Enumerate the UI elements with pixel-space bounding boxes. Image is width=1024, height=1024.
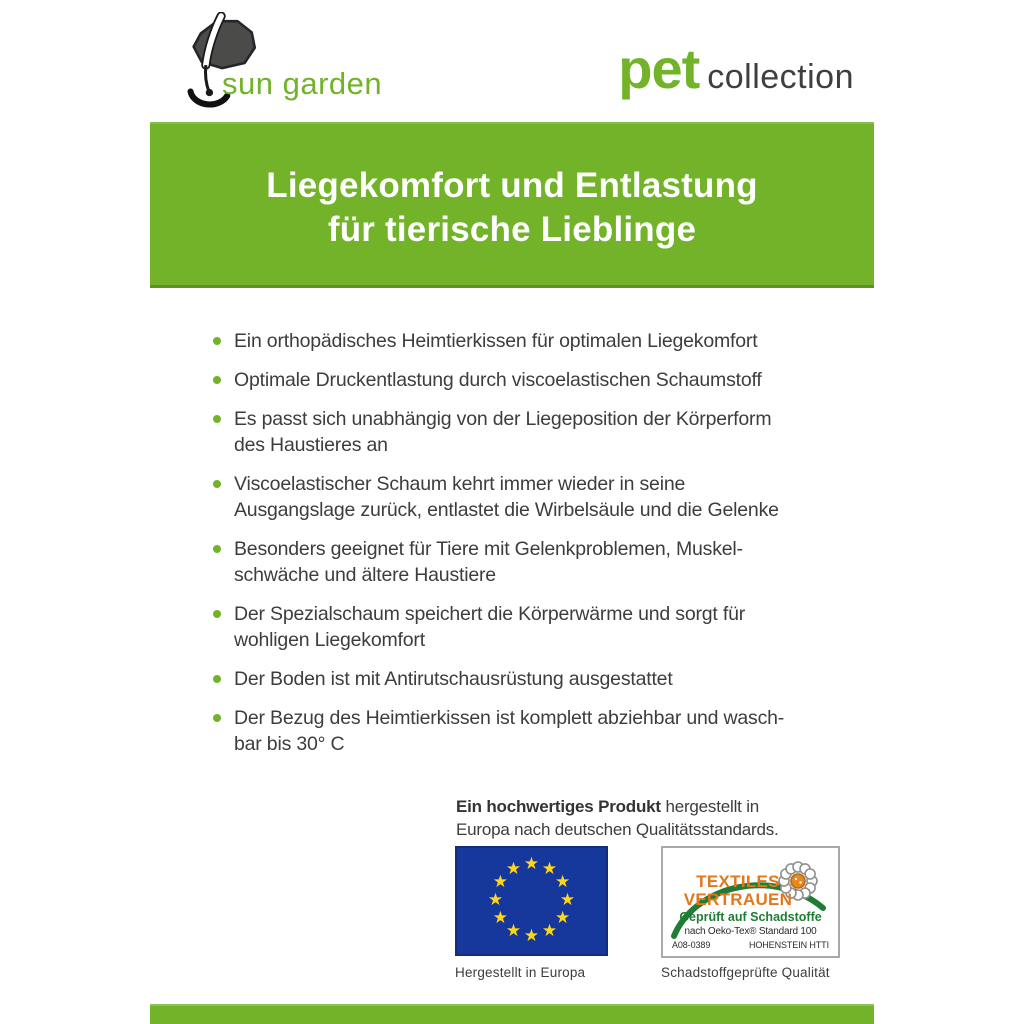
pet-collection-logo bbox=[618, 36, 854, 101]
eu-star-icon: ★ bbox=[505, 920, 522, 940]
list-item bbox=[212, 666, 860, 692]
bullet-icon bbox=[213, 610, 221, 618]
list-item bbox=[212, 328, 860, 354]
quality-statement bbox=[456, 795, 779, 841]
oeko-tex-label bbox=[661, 846, 840, 958]
list-item bbox=[212, 471, 860, 523]
bottom-green-bar bbox=[150, 1004, 874, 1024]
oeko-tex-cert-number: A08-0389 bbox=[672, 940, 711, 950]
feature-list bbox=[212, 328, 860, 770]
bullet-icon bbox=[213, 480, 221, 488]
list-item-text: Viscoelastischer Schaum kehrt immer wieder in seine Ausgangslage zurück, entlastet die Wirbelsäule und die Gelenke bbox=[234, 473, 779, 521]
oeko-tex-title-line1: TEXTILES bbox=[696, 872, 780, 891]
eu-star-icon: ★ bbox=[555, 871, 571, 891]
eu-star-icon: ★ bbox=[505, 858, 522, 878]
brand-name: sun garden bbox=[222, 66, 383, 101]
oeko-caption: Schadstoffgeprüfte Qualität bbox=[661, 965, 830, 980]
list-item bbox=[212, 705, 860, 757]
list-item bbox=[212, 536, 860, 588]
list-item bbox=[212, 367, 860, 393]
eu-star-icon: ★ bbox=[492, 907, 508, 927]
list-item-text: Besonders geeignet für Tiere mit Gelenkproblemen, Muskel- schwäche und ältere Haustiere bbox=[234, 538, 743, 586]
list-item-text: Ein orthopädisches Heimtierkissen für optimalen Liegekomfort bbox=[234, 330, 758, 352]
bullet-icon bbox=[213, 376, 221, 384]
eu-star-icon: ★ bbox=[523, 853, 540, 873]
eu-star-icon: ★ bbox=[541, 858, 558, 878]
pet-wordmark: pet bbox=[618, 37, 700, 100]
eu-star-icon: ★ bbox=[523, 925, 540, 945]
eu-star-icon: ★ bbox=[555, 907, 571, 927]
bullet-icon bbox=[213, 675, 221, 683]
bullet-icon bbox=[213, 714, 221, 722]
list-item-text: Der Spezialschaum speichert die Körperwärme und sorgt für wohligen Liegekomfort bbox=[234, 603, 746, 651]
quality-statement-rest: hergestellt in bbox=[665, 797, 760, 816]
eu-flag-caption: Hergestellt in Europa bbox=[455, 965, 586, 980]
oeko-tex-institute: HOHENSTEIN HTTI bbox=[748, 940, 829, 950]
headline-banner bbox=[150, 122, 874, 288]
eu-star-icon: ★ bbox=[559, 889, 576, 909]
list-item-text: Es passt sich unabhängig von der Liegeposition der Körperform des Haustieres an bbox=[234, 408, 772, 456]
list-item bbox=[212, 406, 860, 458]
eu-star-icon: ★ bbox=[492, 871, 508, 891]
collection-wordmark: collection bbox=[707, 58, 854, 96]
bullet-icon bbox=[213, 545, 221, 553]
list-item-text: Der Boden ist mit Antirutschausrüstung ausgestattet bbox=[234, 668, 673, 690]
list-item-text: Optimale Druckentlastung durch viscoelastischen Schaumstoff bbox=[234, 369, 762, 391]
quality-statement-bold: Ein hochwertiges Produkt bbox=[456, 797, 661, 816]
bullet-icon bbox=[213, 415, 221, 423]
eu-star-icon: ★ bbox=[487, 889, 504, 909]
oeko-tex-cert-row bbox=[672, 940, 829, 950]
list-item bbox=[212, 601, 860, 653]
eu-star-icon: ★ bbox=[541, 920, 558, 940]
oeko-tex-standard: nach Oeko-Tex® Standard 100 bbox=[684, 926, 817, 937]
oeko-tex-title bbox=[663, 873, 813, 909]
bullet-icon bbox=[213, 337, 221, 345]
oeko-tex-title-line2: VERTRAUEN bbox=[683, 890, 793, 909]
headline-line1: Liegekomfort und Entlastung bbox=[266, 166, 758, 205]
headline-line2: für tierische Lieblinge bbox=[327, 210, 697, 249]
list-item-text: Der Bezug des Heimtierkissen ist komplett abziehbar und wasch- bar bis 30° C bbox=[234, 707, 785, 755]
oeko-tex-subtitle: Geprüft auf Schadstoffe bbox=[679, 910, 822, 924]
eu-flag bbox=[455, 846, 608, 956]
quality-statement-line2: Europa nach deutschen Qualitätsstandards. bbox=[456, 820, 779, 839]
